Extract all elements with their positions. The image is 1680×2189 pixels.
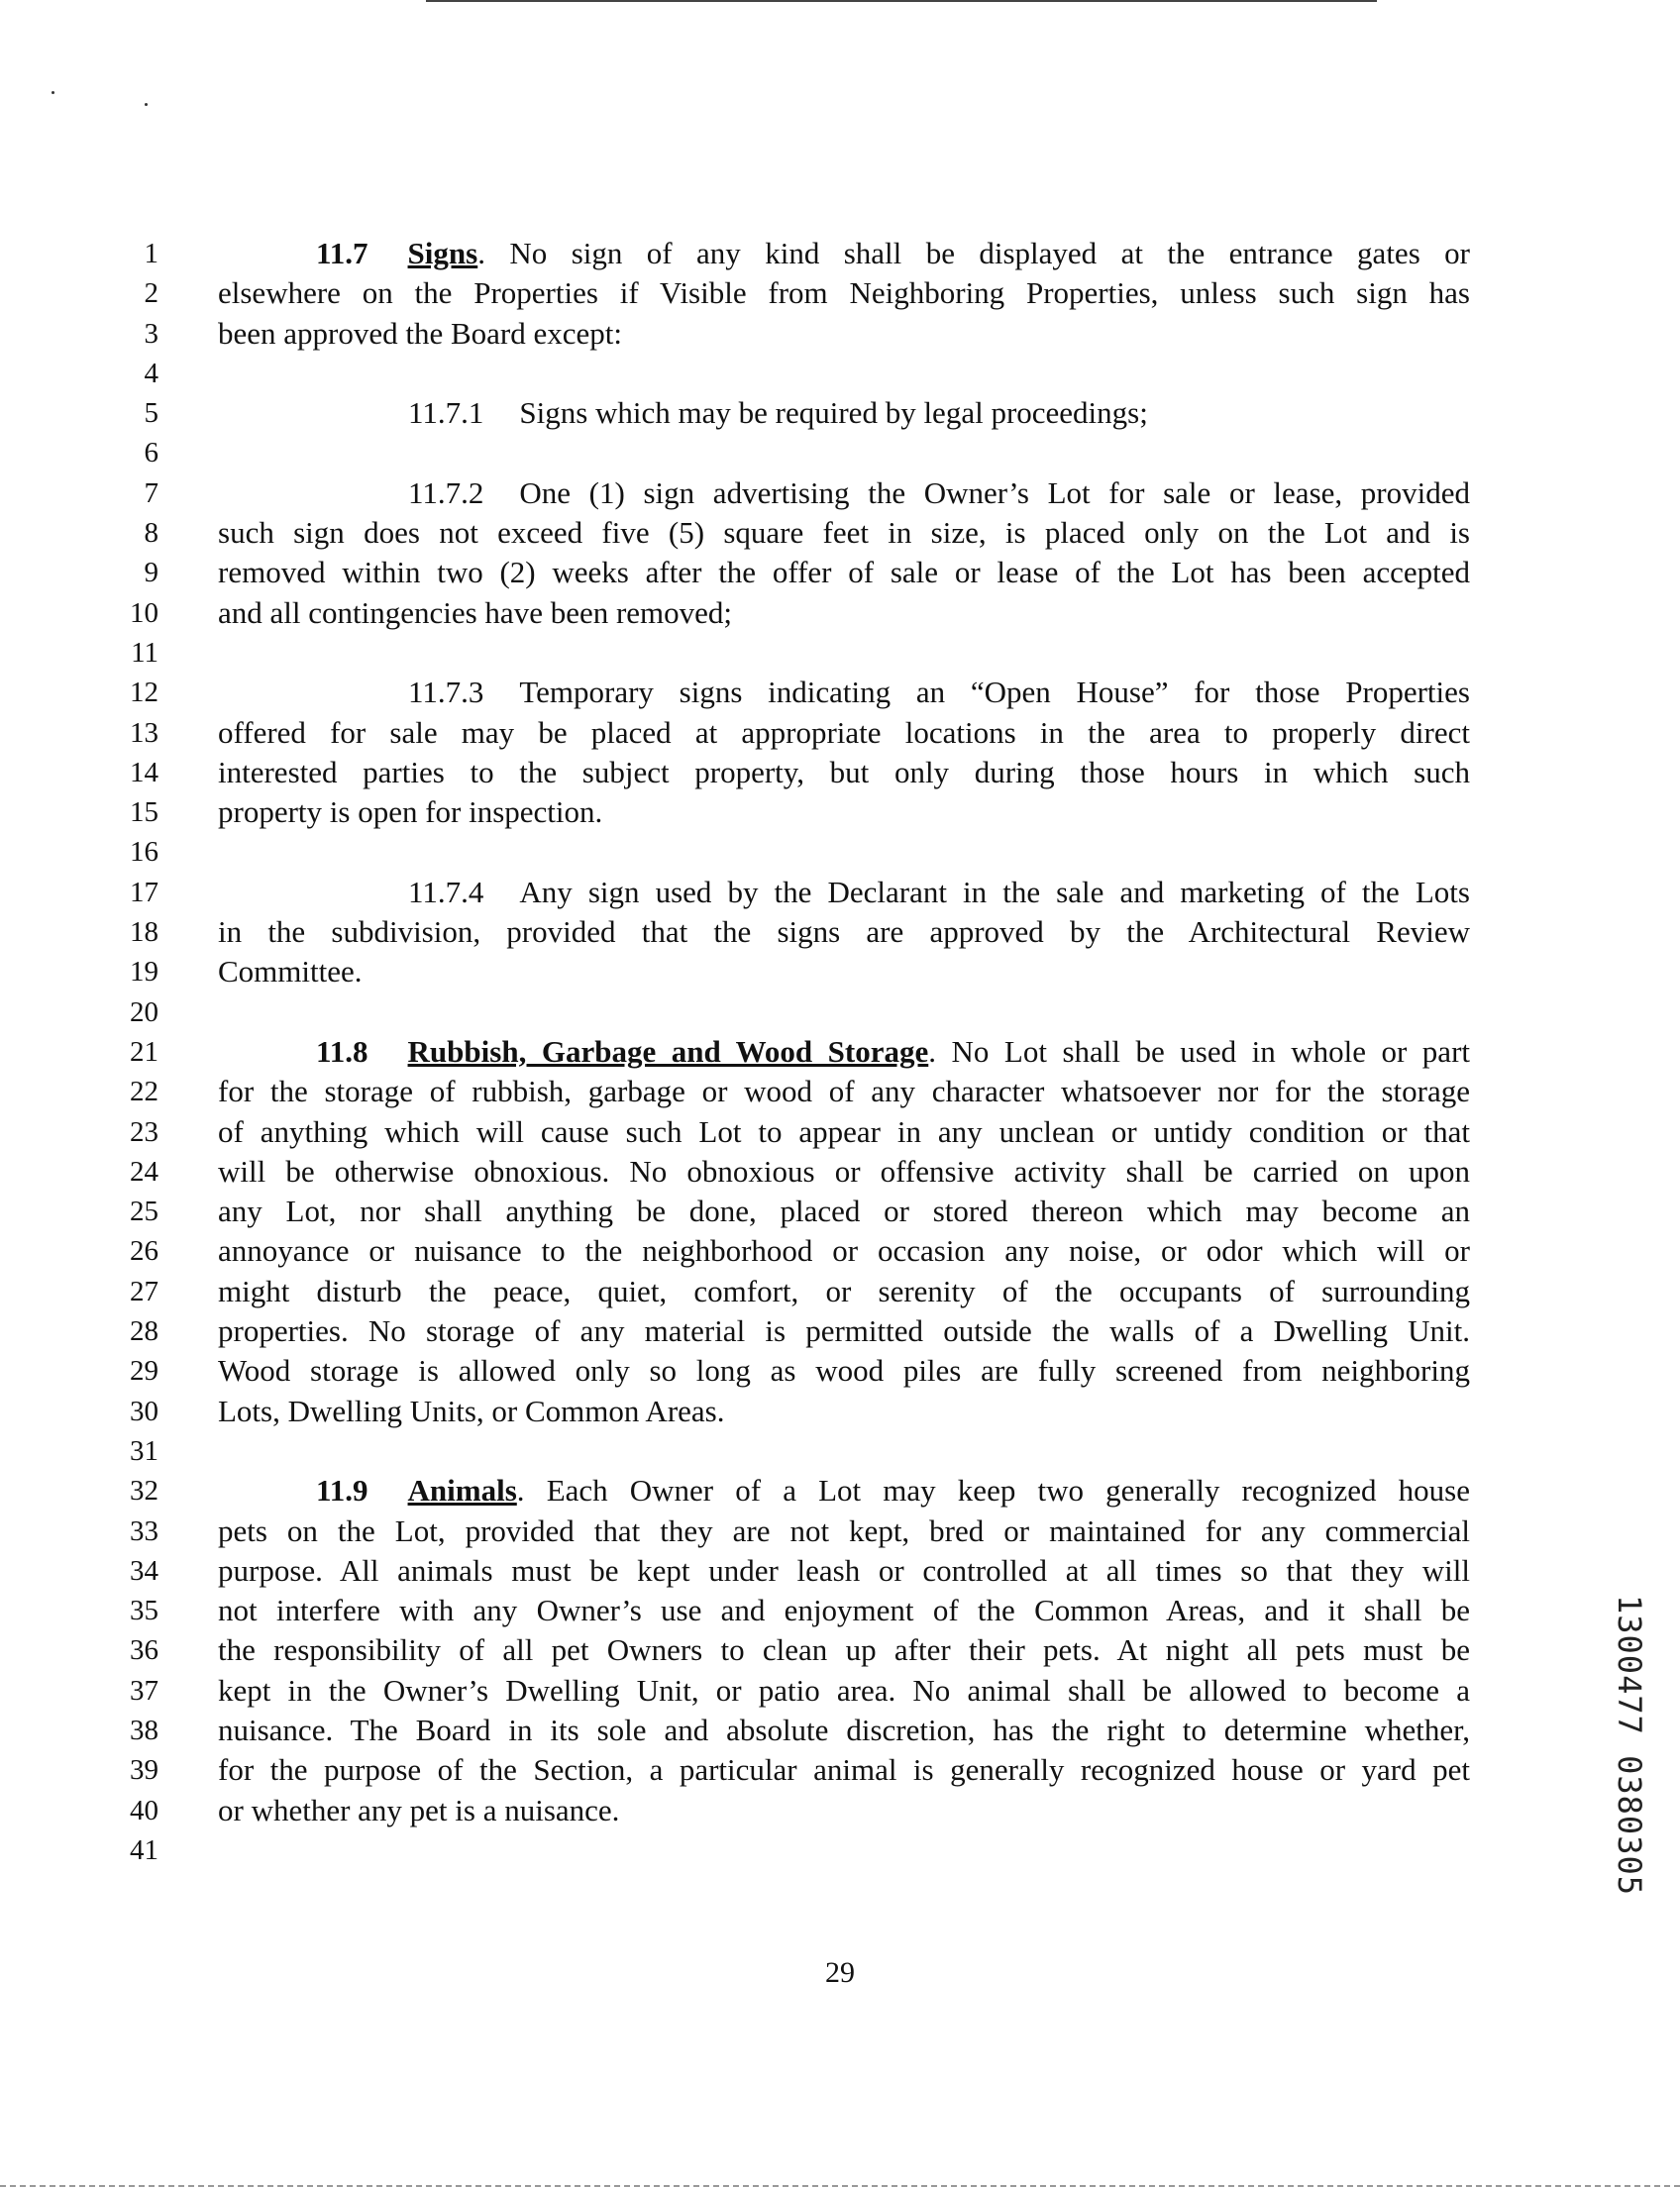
line-number: 24: [130, 1155, 158, 1188]
text-run: One (1) sign advertising the Owner’s Lot for sale or lease, provided: [519, 474, 1470, 510]
line-number: 13: [130, 716, 158, 749]
line-number: 9: [144, 557, 158, 589]
subsection-11-7-1: [218, 393, 1470, 433]
line-number: 5: [144, 397, 158, 430]
subsection-11-7-3-line-4: property is open for inspection.: [218, 794, 603, 830]
section-11-9-line-5: the responsibility of all pet Owners to clean up after their pets. At night all pets must be: [218, 1632, 1470, 1668]
document-body: [218, 234, 1470, 1870]
line-number: 41: [130, 1833, 158, 1866]
blank-line: [218, 433, 1470, 472]
line-number: 34: [130, 1554, 158, 1587]
line-number: 16: [130, 836, 158, 869]
section-title: Animals: [407, 1473, 517, 1509]
subsection-11-7-2-line-1: [218, 473, 1470, 513]
line-number: 35: [130, 1595, 158, 1627]
page-number: 29: [825, 1956, 855, 1989]
line-number: 26: [130, 1235, 158, 1268]
line-number: 7: [144, 476, 158, 509]
line-number: 18: [130, 916, 158, 949]
section-11-8-line-2: for the storage of rubbish, garbage or wood of any character whatsoever nor for the storage: [218, 1074, 1470, 1109]
line-number: 14: [130, 756, 158, 788]
margin-recording-stamp: [1599, 1595, 1658, 1896]
line-number: 21: [130, 1035, 158, 1068]
subsection-number: 11.7.1: [408, 395, 484, 431]
line-number: 20: [130, 995, 158, 1028]
line-number: 28: [130, 1315, 158, 1348]
subsection-number: 11.7.2: [408, 474, 484, 510]
section-11-7-line-3: been approved the Board except:: [218, 315, 622, 351]
section-11-8-line-5: any Lot, nor shall anything be done, placed or stored thereon which may become an: [218, 1194, 1470, 1229]
line-number: 40: [130, 1794, 158, 1826]
line-number: 1: [144, 238, 158, 269]
subsection-11-7-3-line-3: interested parties to the subject property, but only during those hours in which such: [218, 754, 1470, 789]
line-number: 22: [130, 1076, 158, 1108]
section-11-9-line-3: purpose. All animals must be kept under leash or controlled at all times so that they will: [218, 1552, 1470, 1588]
text-run: No Lot shall be used in whole or part: [951, 1033, 1470, 1069]
section-number: 11.8: [316, 1033, 368, 1069]
line-number: 32: [130, 1475, 158, 1508]
line-number: 6: [144, 437, 158, 469]
line-number: 27: [130, 1275, 158, 1307]
line-number: 33: [130, 1514, 158, 1547]
scan-speck: [52, 91, 54, 94]
section-11-9-line-2: pets on the Lot, provided that they are not kept, bred or maintained for any commercial: [218, 1512, 1470, 1548]
line-number: 39: [130, 1754, 158, 1787]
subsection-11-7-3-line-1: [218, 673, 1470, 712]
blank-line: [218, 832, 1470, 872]
line-number: 10: [130, 596, 158, 629]
text-run: No sign of any kind shall be displayed at the entrance gates or: [509, 236, 1470, 270]
blank-line: [218, 354, 1470, 393]
section-title: Signs: [407, 236, 478, 270]
blank-line: [218, 1830, 1470, 1870]
section-11-8-line-4: will be otherwise obnoxious. No obnoxious or offensive activity shall be carried on upon: [218, 1153, 1470, 1189]
text-run: Signs which may be required by legal proceedings;: [519, 395, 1148, 431]
line-number: 19: [130, 956, 158, 989]
line-number: 17: [130, 876, 158, 908]
subsection-11-7-3-line-2: offered for sale may be placed at appropriate locations in the area to properly direct: [218, 714, 1470, 750]
section-11-8-line-7: might disturb the peace, quiet, comfort, or serenity of the occupants of surrounding: [218, 1273, 1470, 1308]
line-number: 4: [144, 357, 158, 389]
section-11-8-line-9: Wood storage is allowed only so long as wood piles are fully screened from neighboring: [218, 1353, 1470, 1389]
text-run: Each Owner of a Lot may keep two generally recognized house: [546, 1473, 1470, 1509]
section-11-7-line-1: 11.7 Signs. No sign of any kind shall be displayed at the entrance gates or: [316, 236, 1470, 270]
subsection-11-7-2-line-3: removed within two (2) weeks after the offer of sale or lease of the Lot has been accepted: [218, 555, 1470, 590]
scan-speck: [145, 103, 148, 106]
section-11-8-line-3: of anything which will cause such Lot to appear in any unclean or untidy condition or that: [218, 1113, 1470, 1149]
section-11-9-line-9: or whether any pet is a nuisance.: [218, 1792, 620, 1827]
section-11-9-line-8: for the purpose of the Section, a particular animal is generally recognized house or yard pet: [218, 1752, 1470, 1788]
section-11-9-line-6: kept in the Owner’s Dwelling Unit, or patio area. No animal shall be allowed to become a: [218, 1672, 1470, 1708]
blank-line: [218, 1431, 1470, 1471]
section-11-8-line-8: properties. No storage of any material is permitted outside the walls of a Dwelling Unit.: [218, 1313, 1470, 1349]
section-11-9-line-1: 11.9 Animals. Each Owner of a Lot may keep two generally recognized house: [316, 1473, 1470, 1509]
section-11-9-line-4: not interfere with any Owner’s use and enjoyment of the Common Areas, and it shall be: [218, 1593, 1470, 1628]
line-number: 30: [130, 1395, 158, 1427]
line-number: 8: [144, 517, 158, 550]
line-number: 11: [131, 636, 158, 669]
line-number: 31: [130, 1434, 158, 1467]
subsection-11-7-4-line-3: Committee.: [218, 954, 363, 990]
margin-stamp-text: 1300477 0380305: [1611, 1595, 1648, 1896]
bottom-rule: [0, 2185, 1680, 2188]
line-numbers: [99, 234, 158, 1870]
subsection-11-7-2-line-4: and all contingencies have been removed;: [218, 594, 733, 630]
top-rule: [426, 0, 1377, 2]
subsection-11-7-4-line-1: [218, 873, 1470, 912]
section-11-8-line-6: annoyance or nuisance to the neighborhood or occasion any noise, or odor which will or: [218, 1233, 1470, 1269]
subsection-number: 11.7.3: [408, 675, 484, 710]
line-number: 25: [130, 1196, 158, 1228]
line-number: 23: [130, 1115, 158, 1148]
line-number: 12: [130, 677, 158, 709]
line-number: 15: [130, 796, 158, 829]
subsection-11-7-2-line-2: such sign does not exceed five (5) square feet in size, is placed only on the Lot and is: [218, 515, 1470, 551]
section-11-7-line-2: elsewhere on the Properties if Visible from Neighboring Properties, unless such sign has: [218, 275, 1470, 311]
text-run: Any sign used by the Declarant in the sale and marketing of the Lots: [519, 874, 1470, 909]
subsection-number: 11.7.4: [408, 874, 484, 909]
line-number: 2: [144, 277, 158, 310]
section-11-8-line-1: 11.8 Rubbish, Garbage and Wood Storage. No Lot shall be used in whole or part: [316, 1033, 1470, 1069]
subsection-11-7-4-line-2: in the subdivision, provided that the signs are approved by the Architectural Review: [218, 914, 1470, 950]
section-number: 11.7: [316, 236, 368, 270]
blank-line: [218, 633, 1470, 673]
section-11-9-line-7: nuisance. The Board in its sole and absolute discretion, has the right to determine whether,: [218, 1712, 1470, 1747]
line-number: 3: [144, 317, 158, 350]
blank-line: [218, 992, 1470, 1032]
section-title: Rubbish, Garbage and Wood Storage: [407, 1033, 929, 1069]
line-number: 38: [130, 1714, 158, 1746]
text-run: Temporary signs indicating an “Open House” for those Properties: [519, 675, 1470, 710]
line-number: 36: [130, 1634, 158, 1667]
line-number: 37: [130, 1674, 158, 1707]
section-number: 11.9: [316, 1473, 368, 1509]
section-11-8-line-10: Lots, Dwelling Units, or Common Areas.: [218, 1393, 725, 1428]
line-number: 29: [130, 1355, 158, 1388]
